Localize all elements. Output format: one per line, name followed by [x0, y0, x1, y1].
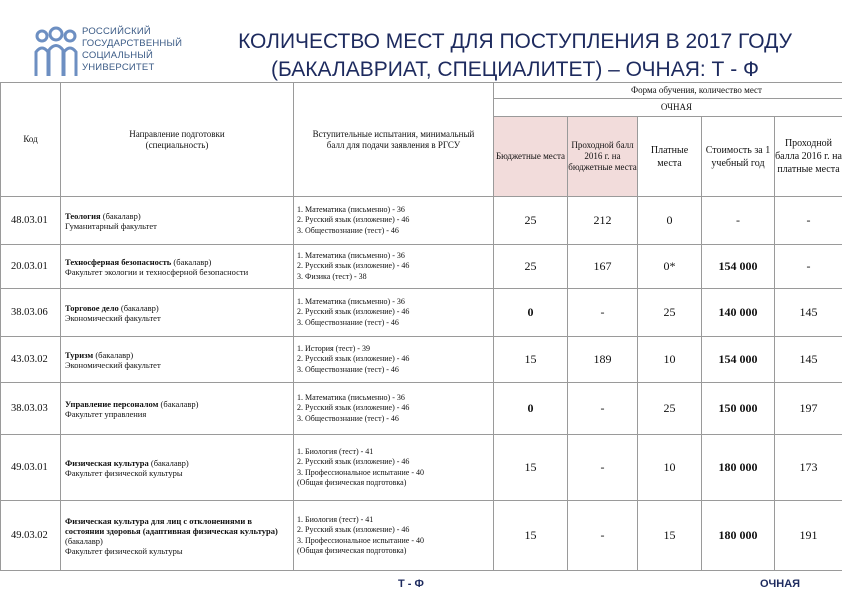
row-faculty: Факультет экологии и техносферной безопасности [65, 266, 249, 277]
table-row [1, 289, 842, 337]
admission-table [0, 82, 842, 571]
row-exam-line: 2. Русский язык (изложение) - 46 [297, 215, 410, 225]
table-row [1, 197, 842, 245]
row-exam-line: 1. Биология (тест) - 41 [297, 446, 374, 456]
row-cost-value: 140 000 [718, 305, 758, 319]
row-budget: 15 [494, 435, 568, 501]
footer-left: Т - Ф [398, 578, 424, 590]
row-budget [494, 289, 568, 337]
row-cost [702, 435, 775, 501]
row-direction-name: Техносферная безопасность [65, 256, 172, 267]
row-pass-paid: - [775, 197, 842, 245]
row-exam-line: 3. Обществознание (тест) - 46 [297, 364, 399, 374]
row-exam-line: 1. История (тест) - 39 [297, 343, 370, 353]
row-cost [702, 245, 775, 289]
row-exam-line: 2. Русский язык (изложение) - 46 [297, 354, 410, 364]
row-budget: 25 [494, 197, 568, 245]
row-code: 38.03.06 [1, 289, 61, 337]
header-code: Код [1, 83, 61, 197]
row-faculty: Факультет управления [65, 408, 147, 419]
row-cost-value: 154 000 [718, 352, 758, 366]
row-pass-paid: - [775, 245, 842, 289]
header-pass-paid: Проходной балла 2016 г. на платные места [775, 117, 842, 197]
row-budget-value: 0 [527, 401, 534, 415]
row-exam-line: 1. Математика (письменно) - 36 [297, 392, 405, 402]
row-pass-paid: 191 [775, 501, 842, 571]
row-pass-budget: - [568, 501, 638, 571]
row-paid: 25 [638, 383, 702, 435]
row-exam-line: 3. Профессиональное испытание - 40 [297, 535, 424, 545]
row-faculty: Экономический факультет [65, 359, 161, 370]
row-exam-line: 1. Математика (письменно) - 36 [297, 296, 405, 306]
row-paid: 15 [638, 501, 702, 571]
row-code: 43.03.02 [1, 337, 61, 383]
row-exam-line: 2. Русский язык (изложение) - 46 [297, 525, 410, 534]
row-exams [294, 245, 494, 289]
header-budget: Бюджетные места [494, 117, 568, 197]
table-row [1, 383, 842, 435]
row-direction-level: (бакалавр) [100, 210, 141, 221]
row-pass-budget: 189 [568, 337, 638, 383]
logo-line: СОЦИАЛЬНЫЙ [82, 50, 154, 61]
row-cost-value: 154 000 [718, 259, 758, 273]
row-exams [294, 197, 494, 245]
row-direction-level: (бакалавр) [158, 398, 199, 409]
row-faculty: Гуманитарный факультет [65, 220, 157, 231]
row-budget: 15 [494, 501, 568, 571]
row-code: 20.03.01 [1, 245, 61, 289]
row-cost-value: 180 000 [718, 460, 758, 474]
row-direction-name: Управление персоналом [65, 398, 159, 409]
row-direction-name: Торговое дело [65, 302, 119, 313]
row-pass-budget: - [568, 435, 638, 501]
row-exams [294, 435, 494, 501]
row-direction-name: Физическая культура для лиц с отклонениями в состоянии здоровья (адаптивная физическая культура) [65, 515, 278, 536]
row-exam-line: 3. Профессиональное испытание - 40 [297, 467, 424, 477]
row-exam-line: 3. Обществознание (тест) - 46 [297, 225, 399, 235]
row-exam-line: (Общая физическая подготовка) [297, 478, 407, 487]
row-exam-line: 2. Русский язык (изложение) - 46 [297, 457, 410, 466]
row-direction [61, 435, 294, 501]
row-paid: 0 [638, 197, 702, 245]
row-exam-line: 2. Русский язык (изложение) - 46 [297, 261, 410, 271]
row-direction [61, 337, 294, 383]
row-exam-line: 2. Русский язык (изложение) - 46 [297, 307, 410, 317]
row-cost-value: 180 000 [718, 528, 758, 542]
row-exam-line: 2. Русский язык (изложение) - 46 [297, 403, 410, 413]
page-title [200, 28, 830, 84]
row-code: 48.03.01 [1, 197, 61, 245]
row-cost-value: 150 000 [718, 401, 758, 415]
row-exams [294, 337, 494, 383]
row-exams [294, 501, 494, 571]
logo-line: ГОСУДАРСТВЕННЫЙ [82, 38, 183, 49]
row-budget [494, 383, 568, 435]
row-faculty: Экономический факультет [65, 312, 161, 323]
row-exams [294, 289, 494, 337]
row-paid: 25 [638, 289, 702, 337]
row-pass-paid: 145 [775, 289, 842, 337]
row-direction-level: (бакалавр) [93, 349, 134, 360]
row-code: 38.03.03 [1, 383, 61, 435]
logo-line: РОССИЙСКИЙ [82, 26, 151, 37]
table-row [1, 245, 842, 289]
row-cost [702, 501, 775, 571]
logo-figures-icon [34, 24, 78, 80]
logo-line: УНИВЕРСИТЕТ [82, 62, 155, 73]
header-cost: Стоимость за 1 учебный год [702, 117, 775, 197]
row-paid: 10 [638, 435, 702, 501]
header-direction: Направление подготовки (специальность) [61, 83, 294, 197]
row-exam-line: 1. Биология (тест) - 41 [297, 514, 374, 524]
row-exam-line: 3. Физика (тест) - 38 [297, 271, 367, 281]
row-pass-paid: 173 [775, 435, 842, 501]
header-ochnaya: ОЧНАЯ [494, 99, 842, 117]
row-direction-name: Туризм [65, 349, 94, 360]
row-direction-level: (бакалавр) [65, 535, 103, 546]
row-cost [702, 289, 775, 337]
header-pass-budget: Проходной балл 2016 г. на бюджетные места [568, 117, 638, 197]
header-exams: Вступительные испытания, минимальный балл для подачи заявления в РГСУ [294, 83, 494, 197]
row-budget: 15 [494, 337, 568, 383]
table-row [1, 435, 842, 501]
rgsu-logo [34, 24, 194, 80]
row-direction [61, 245, 294, 289]
row-direction-level: (бакалавр) [148, 457, 189, 468]
row-paid: 10 [638, 337, 702, 383]
row-faculty: Факультет физической культуры [65, 467, 183, 478]
row-pass-paid: 145 [775, 337, 842, 383]
row-direction [61, 289, 294, 337]
row-pass-paid: 197 [775, 383, 842, 435]
row-pass-budget: - [568, 383, 638, 435]
header-form: Форма обучения, количество мест [494, 83, 842, 99]
table-row [1, 501, 842, 571]
header-paid: Платные места [638, 117, 702, 197]
page-title-line1: КОЛИЧЕСТВО МЕСТ ДЛЯ ПОСТУПЛЕНИЯ В 2017 ГОДУ [238, 30, 792, 53]
logo-text [82, 26, 182, 74]
row-code: 49.03.01 [1, 435, 61, 501]
row-exam-line: 1. Математика (письменно) - 36 [297, 204, 405, 214]
row-exam-line: 1. Математика (письменно) - 36 [297, 250, 405, 260]
row-faculty: Факультет физической культуры [65, 545, 183, 556]
row-direction-level: (бакалавр) [118, 302, 159, 313]
row-exams [294, 383, 494, 435]
row-direction-level: (бакалавр) [171, 256, 212, 267]
row-exam-line: 3. Обществознание (тест) - 46 [297, 317, 399, 327]
row-pass-budget: - [568, 289, 638, 337]
page-title-line2: (БАКАЛАВРИАТ, СПЕЦИАЛИТЕТ) – ОЧНАЯ: Т - Ф [270, 58, 760, 81]
table-row [1, 337, 842, 383]
footer-right: ОЧНАЯ [760, 578, 801, 590]
row-paid: 0* [638, 245, 702, 289]
row-exam-line: 3. Обществознание (тест) - 46 [297, 413, 399, 423]
row-budget: 25 [494, 245, 568, 289]
row-direction-name: Теология [65, 210, 101, 221]
row-code: 49.03.02 [1, 501, 61, 571]
row-direction-name: Физическая культура [65, 457, 149, 468]
row-cost [702, 337, 775, 383]
row-budget-value: 0 [527, 305, 534, 319]
row-pass-budget: 212 [568, 197, 638, 245]
row-direction [61, 197, 294, 245]
row-cost [702, 383, 775, 435]
row-pass-budget: 167 [568, 245, 638, 289]
row-direction [61, 501, 294, 571]
row-exam-line: (Общая физическая подготовка) [297, 546, 407, 555]
row-direction [61, 383, 294, 435]
row-cost: - [702, 197, 775, 245]
